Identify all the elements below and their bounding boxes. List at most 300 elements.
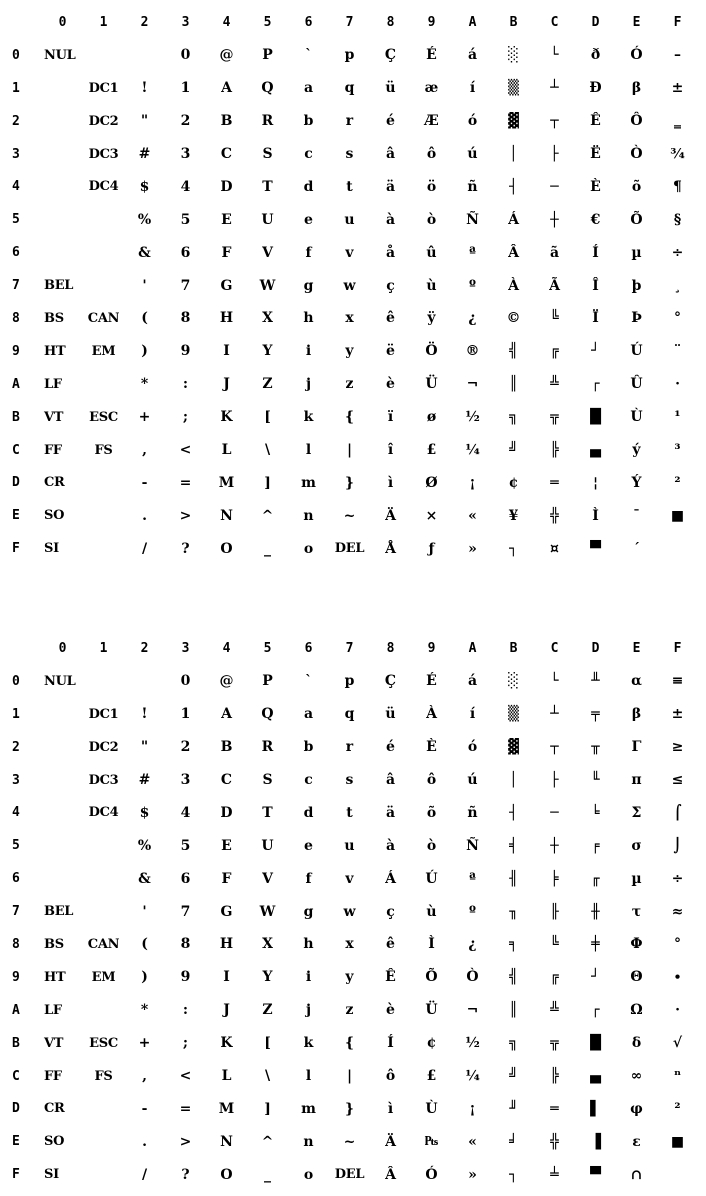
char-cell: ╪ <box>591 936 600 953</box>
char-cell: ┐ <box>509 540 518 557</box>
char-cell: f <box>305 244 312 261</box>
char-cell: ñ <box>467 178 478 195</box>
char-cell: > <box>179 1133 192 1150</box>
char-cell: j <box>305 1002 312 1019</box>
char-cell: Ω <box>630 1002 643 1019</box>
char-cell: r <box>345 739 354 756</box>
char-cell: : <box>182 1002 189 1019</box>
column-header: 2 <box>140 640 149 656</box>
char-cell: ú <box>467 146 478 162</box>
char-cell: ╚ <box>550 310 559 327</box>
char-cell: k <box>303 1035 314 1052</box>
char-cell: x <box>345 310 354 327</box>
char-cell: \ <box>264 442 271 459</box>
char-cell: & <box>138 244 151 261</box>
char-cell: O <box>220 540 233 557</box>
row-header: 2 <box>12 739 20 755</box>
char-cell: N <box>220 507 233 524</box>
char-cell: 3 <box>180 146 191 162</box>
char-cell: SI <box>44 1167 59 1183</box>
char-cell: ▀ <box>590 540 601 557</box>
char-cell <box>42 764 83 797</box>
char-cell: ╫ <box>591 903 600 920</box>
table-row <box>10 1060 698 1093</box>
char-cell: Ü <box>425 376 438 393</box>
column-header: B <box>509 640 518 656</box>
char-cell: ª <box>469 244 476 261</box>
char-cell: ╛ <box>509 1133 518 1150</box>
char-cell: c <box>304 772 313 788</box>
char-cell: ▀ <box>590 1166 601 1183</box>
char-cell: ∞ <box>630 1068 643 1085</box>
column-header: 6 <box>304 14 313 30</box>
char-cell: ª <box>469 870 476 887</box>
column-header: 5 <box>263 14 272 30</box>
char-cell: ╗ <box>509 409 518 426</box>
char-cell <box>42 138 83 171</box>
char-cell: ╬ <box>550 507 559 524</box>
column-header: 3 <box>181 640 190 656</box>
row-header: D <box>12 475 20 491</box>
char-cell: / <box>141 1166 148 1183</box>
char-cell: – <box>674 47 681 64</box>
row-header: B <box>12 409 20 425</box>
char-cell: ½ <box>465 409 480 426</box>
char-cell: ⌡ <box>673 837 682 854</box>
char-cell: Þ <box>631 310 642 327</box>
char-cell: î <box>387 442 394 459</box>
char-cell: h <box>303 310 314 327</box>
table-row <box>10 335 698 368</box>
char-cell: ù <box>426 277 437 294</box>
char-cell: f <box>305 870 312 887</box>
char-cell: ( <box>141 936 148 953</box>
char-cell: t <box>346 804 353 821</box>
char-cell: ┼ <box>550 837 559 854</box>
char-cell: FS <box>94 442 113 458</box>
char-cell: + <box>138 409 151 426</box>
char-cell: ² <box>674 474 681 491</box>
char-cell: ¬ <box>466 1002 479 1019</box>
char-cell: ê <box>386 310 395 327</box>
table-row <box>10 532 698 565</box>
char-cell: Ê <box>590 113 601 130</box>
char-cell: 9 <box>180 969 191 986</box>
column-header: A <box>468 640 477 656</box>
row-header: 9 <box>12 343 20 359</box>
char-cell: DC3 <box>88 146 119 162</box>
char-cell: Y <box>262 969 273 986</box>
char-cell: Ù <box>425 1100 438 1117</box>
char-cell: Ô <box>630 113 643 130</box>
char-cell: 3 <box>180 772 191 788</box>
char-cell: ¹ <box>674 409 681 426</box>
char-cell: \ <box>264 1068 271 1085</box>
table-row <box>10 401 698 434</box>
char-cell: σ <box>631 837 642 854</box>
char-cell: √ <box>672 1035 683 1052</box>
char-cell: < <box>179 1068 192 1085</box>
char-cell: ┴ <box>550 80 559 97</box>
char-cell: È <box>426 739 437 756</box>
char-cell: ô <box>426 772 437 788</box>
char-cell: ┼ <box>550 211 559 228</box>
char-cell: CAN <box>87 936 120 952</box>
char-cell: Y <box>262 343 273 360</box>
char-cell: Ì <box>592 507 599 524</box>
char-cell: 4 <box>180 804 191 821</box>
char-cell: ╩ <box>550 376 559 393</box>
char-cell: ü <box>385 706 396 723</box>
char-cell: × <box>425 507 438 524</box>
table-row <box>10 39 698 72</box>
column-header: E <box>632 640 641 656</box>
char-cell: Î <box>592 277 599 294</box>
char-cell: ├ <box>550 146 559 162</box>
char-cell: H <box>219 936 234 953</box>
corner-cell <box>10 6 42 39</box>
char-cell: F <box>221 244 232 261</box>
char-cell: ╔ <box>550 343 559 360</box>
char-cell: ? <box>181 540 190 557</box>
char-cell: ╩ <box>550 1002 559 1019</box>
row-header: C <box>12 442 20 458</box>
char-cell: ╬ <box>550 1133 559 1150</box>
char-cell: ├ <box>550 772 559 788</box>
char-cell: _ <box>264 540 271 557</box>
char-cell: ┌ <box>591 376 600 393</box>
char-cell <box>83 994 124 1027</box>
char-cell: BS <box>44 310 64 326</box>
char-cell: L <box>221 442 232 459</box>
table-row <box>10 466 698 499</box>
char-cell: Ó <box>425 1166 438 1183</box>
table-row <box>10 105 698 138</box>
char-cell: G <box>220 277 233 294</box>
char-cell: Q <box>261 80 274 97</box>
char-cell: ¤ <box>550 540 559 557</box>
char-cell: = <box>179 474 192 491</box>
char-cell: 9 <box>180 343 191 360</box>
char-cell: HT <box>44 969 66 985</box>
char-cell: ï <box>387 409 394 426</box>
char-cell: A <box>221 706 232 723</box>
char-cell: ô <box>426 146 437 162</box>
char-cell: LF <box>44 376 62 392</box>
char-cell: FF <box>44 1068 62 1084</box>
char-cell: c <box>304 146 313 162</box>
char-cell: % <box>137 211 152 228</box>
char-cell: ╖ <box>509 903 518 920</box>
row-header: C <box>12 1068 20 1084</box>
char-cell: ; <box>182 1035 189 1052</box>
column-header: 1 <box>99 14 108 30</box>
row-header: 7 <box>12 278 20 294</box>
table-row <box>10 236 698 269</box>
char-cell: å <box>385 244 396 261</box>
char-cell: Å <box>385 540 396 557</box>
char-cell <box>42 105 83 138</box>
column-header: 3 <box>181 14 190 30</box>
row-header: 6 <box>12 245 20 261</box>
char-cell: ╜ <box>509 1100 518 1117</box>
char-cell: ; <box>182 409 189 426</box>
char-cell: ╣ <box>509 969 518 986</box>
row-header: 3 <box>12 772 20 788</box>
char-cell: ù <box>426 903 437 920</box>
table-row <box>10 961 698 994</box>
char-cell: ⁿ <box>673 1068 682 1085</box>
char-cell: ¿ <box>468 936 477 953</box>
row-header: D <box>12 1101 20 1117</box>
char-cell: X <box>262 936 273 953</box>
row-header: 2 <box>12 113 20 129</box>
char-cell: % <box>137 837 152 854</box>
char-cell: ò <box>426 211 437 228</box>
char-cell: · <box>675 376 680 393</box>
char-cell: │ <box>509 772 518 788</box>
table-row <box>10 368 698 401</box>
char-cell: ╗ <box>509 1035 518 1052</box>
char-cell: 5 <box>180 211 191 228</box>
char-cell: º <box>469 903 476 920</box>
char-cell: æ <box>424 80 439 97</box>
char-cell: + <box>138 1035 151 1052</box>
char-cell: ² <box>674 1100 681 1117</box>
char-cell: EM <box>91 969 116 985</box>
char-cell: < <box>179 442 192 459</box>
char-cell: ▓ <box>508 113 519 130</box>
char-cell: [ <box>264 1035 271 1052</box>
char-cell: ▌ <box>590 1100 601 1117</box>
char-cell: ╨ <box>591 673 600 690</box>
char-cell: Σ <box>631 804 642 821</box>
char-cell: └ <box>550 673 559 690</box>
char-cell: ÿ <box>427 310 436 327</box>
char-cell: ^ <box>261 507 274 524</box>
char-cell: í <box>469 706 476 723</box>
char-cell: Ö <box>425 343 438 360</box>
char-cell: └ <box>550 47 559 64</box>
char-cell: ESC <box>89 1035 118 1051</box>
table-row <box>10 1125 698 1158</box>
table-row <box>10 269 698 302</box>
column-header: F <box>673 14 682 30</box>
char-cell: ╙ <box>591 772 600 788</box>
char-cell: Ý <box>631 474 642 491</box>
char-cell: ─ <box>550 804 559 821</box>
char-cell: ¼ <box>465 442 480 459</box>
char-cell: ╡ <box>509 837 518 854</box>
table-row <box>10 994 698 1027</box>
row-header: 5 <box>12 838 20 854</box>
char-cell: » <box>468 540 477 557</box>
char-cell: Ò <box>630 146 643 162</box>
char-cell: ε <box>632 1133 641 1150</box>
char-cell: α <box>631 673 642 690</box>
char-cell: ▄ <box>590 442 601 459</box>
row-header: A <box>12 376 20 392</box>
char-cell: ╧ <box>550 1166 559 1183</box>
char-cell: Ã <box>549 277 560 294</box>
char-cell: Ð <box>589 80 602 97</box>
char-cell: β <box>631 706 642 723</box>
char-cell: ! <box>141 706 148 723</box>
row-header: F <box>12 541 20 557</box>
char-cell: Æ <box>424 113 439 130</box>
char-cell: o <box>303 540 314 557</box>
row-header: 9 <box>12 969 20 985</box>
char-cell: ° <box>674 936 681 953</box>
char-cell: ì <box>387 1100 394 1117</box>
char-cell: E <box>221 837 232 854</box>
char-cell: F <box>221 870 232 887</box>
char-cell: Û <box>630 376 643 393</box>
char-cell: HT <box>44 343 66 359</box>
char-cell: K <box>220 1035 233 1052</box>
char-cell: 1 <box>180 706 191 723</box>
char-cell: P <box>262 47 273 64</box>
column-header: 7 <box>345 640 354 656</box>
char-cell: ┘ <box>591 343 600 360</box>
char-cell: ╣ <box>509 343 518 360</box>
char-cell: Ë <box>590 146 601 162</box>
char-cell: # <box>138 772 151 788</box>
char-cell: DEL <box>334 1167 365 1183</box>
char-cell <box>83 1092 124 1125</box>
char-cell: P <box>262 673 273 690</box>
char-cell: ≡ <box>671 673 684 690</box>
char-cell: Z <box>262 1002 273 1019</box>
char-cell: DC4 <box>88 179 119 195</box>
char-cell: ) <box>141 969 148 986</box>
char-cell: CR <box>44 1101 65 1117</box>
char-cell: ╝ <box>509 1068 518 1085</box>
char-cell: 6 <box>180 244 191 261</box>
char-cell: BS <box>44 936 64 952</box>
char-cell: ∙ <box>673 969 682 986</box>
char-cell: ' <box>142 903 147 920</box>
char-cell: DC1 <box>88 80 119 96</box>
row-header: 4 <box>12 179 20 195</box>
table-row <box>10 1092 698 1125</box>
char-cell: J <box>223 1002 230 1019</box>
column-header: 5 <box>263 640 272 656</box>
char-cell: ═ <box>550 1100 559 1117</box>
char-cell <box>83 665 124 698</box>
char-cell: { <box>344 409 354 426</box>
char-cell: B <box>220 739 233 756</box>
table-row <box>10 1027 698 1060</box>
char-cell: W <box>259 277 276 294</box>
char-cell: ■ <box>670 1133 685 1150</box>
char-cell <box>42 731 83 764</box>
char-cell: A <box>221 80 232 97</box>
char-cell <box>83 862 124 895</box>
char-cell: õ <box>426 804 437 821</box>
char-cell: Ø <box>425 474 438 491</box>
char-cell: y <box>345 343 354 360</box>
column-header: 1 <box>99 640 108 656</box>
table-row <box>10 203 698 236</box>
char-cell: £ <box>426 442 437 459</box>
char-cell: © <box>506 310 521 327</box>
char-cell: ┴ <box>550 706 559 723</box>
char-cell: B <box>220 113 233 130</box>
char-cell: ╦ <box>550 1035 559 1052</box>
char-cell: ‗ <box>674 113 681 130</box>
table-row <box>10 302 698 335</box>
char-cell: ┐ <box>509 1166 518 1183</box>
char-cell: ¯ <box>633 507 640 524</box>
table-row <box>10 698 698 731</box>
char-cell: E <box>221 211 232 228</box>
char-cell: DC2 <box>88 739 119 755</box>
char-cell: │ <box>509 146 518 162</box>
char-cell: À <box>426 706 437 723</box>
char-cell: ┌ <box>591 1002 600 1019</box>
row-header: 5 <box>12 212 20 228</box>
char-cell: EM <box>91 343 116 359</box>
char-cell: Í <box>592 244 599 261</box>
char-cell: z <box>345 376 354 393</box>
char-cell: - <box>141 474 148 491</box>
code-page-table-1 <box>10 6 698 565</box>
char-cell: SO <box>44 1134 65 1150</box>
column-header: D <box>591 14 600 30</box>
char-cell: BEL <box>44 904 74 920</box>
table-row <box>10 796 698 829</box>
char-cell: ⌠ <box>673 804 682 821</box>
char-cell: D <box>220 804 233 821</box>
char-cell: ^ <box>261 1133 274 1150</box>
char-cell: Ê <box>385 969 396 986</box>
column-header: 0 <box>58 14 67 30</box>
char-cell: 5 <box>180 837 191 854</box>
char-cell: v <box>345 870 354 887</box>
char-cell: Z <box>262 376 273 393</box>
char-cell: ] <box>264 474 271 491</box>
table-row <box>10 138 698 171</box>
char-cell: ì <box>387 474 394 491</box>
char-cell: ° <box>674 310 681 327</box>
char-cell: à <box>385 211 396 228</box>
char-cell: 0 <box>180 673 191 690</box>
char-cell: I <box>223 343 230 360</box>
char-cell: ÷ <box>671 244 684 261</box>
column-header: 6 <box>304 640 313 656</box>
char-cell: ═ <box>550 474 559 491</box>
char-cell: q <box>344 706 355 723</box>
char-cell: þ <box>631 277 642 294</box>
char-cell: ò <box>426 837 437 854</box>
char-cell: $ <box>139 804 150 821</box>
char-cell: ▒ <box>508 80 519 97</box>
column-header: E <box>632 14 641 30</box>
char-cell: ) <box>141 343 148 360</box>
row-header: 4 <box>12 805 20 821</box>
char-cell: W <box>259 903 276 920</box>
char-cell: í <box>469 80 476 97</box>
char-cell: 8 <box>180 936 191 953</box>
char-cell: ░ <box>508 673 519 690</box>
char-cell: Q <box>261 706 274 723</box>
char-cell: è <box>386 376 395 393</box>
char-cell: u <box>344 211 355 228</box>
column-header: B <box>509 14 518 30</box>
char-cell: N <box>220 1133 233 1150</box>
char-cell: DC1 <box>88 706 119 722</box>
